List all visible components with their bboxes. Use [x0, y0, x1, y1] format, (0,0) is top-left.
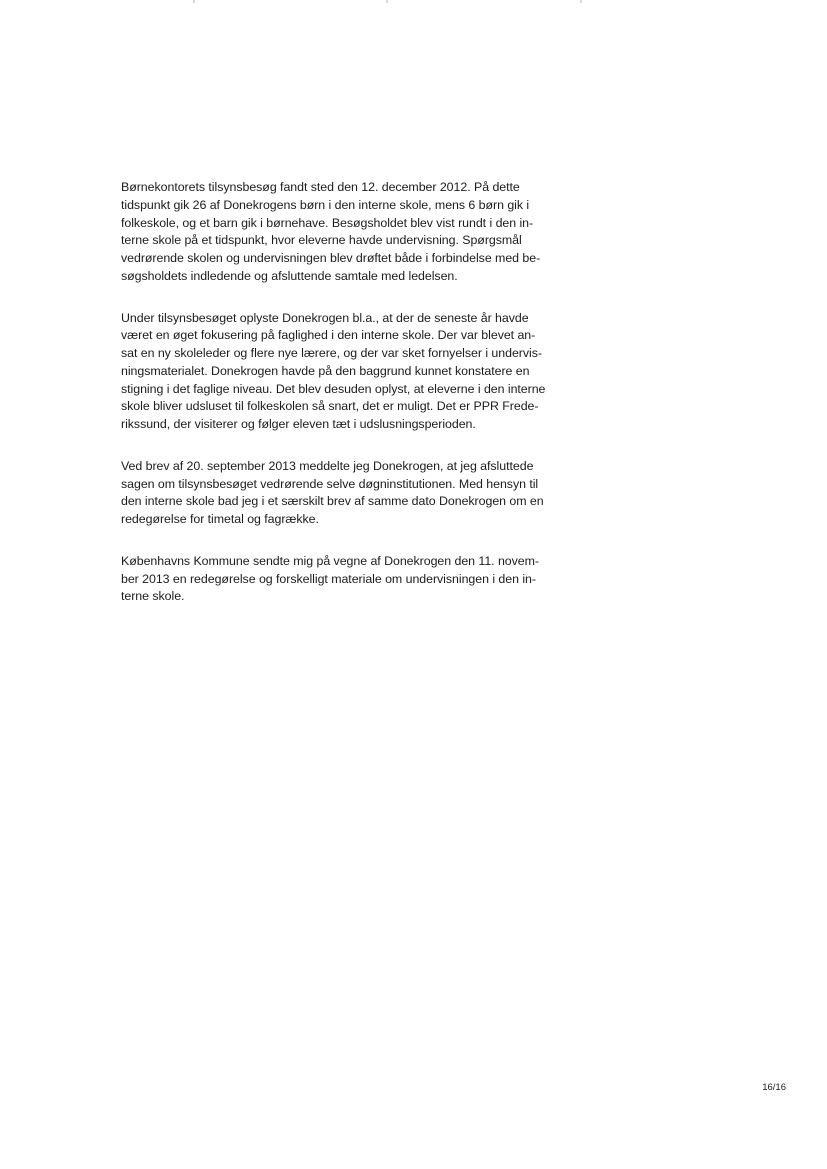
- text-line: sagen om tilsynsbesøget vedrørende selve døgninstitutionen. Med hensyn til: [121, 476, 539, 491]
- scan-mark: [386, 0, 388, 3]
- paragraph-municipality-response: [121, 553, 591, 606]
- text-line: terne skole på et tidspunkt, hvor eleverne havde undervisning. Spørgsmål: [121, 233, 522, 248]
- text-line: stigning i det faglige niveau. Det blev desuden oplyst, at eleverne i den interne: [121, 381, 546, 396]
- text-line: folkeskole, og et barn gik i børnehave. Besøgsholdet blev vist rundt i den in-: [121, 215, 534, 230]
- text-line: sat en ny skoleleder og flere nye lærere, og der var sket fornyelser i undervis-: [121, 346, 542, 360]
- text-line: rikssund, der visiterer og følger eleven tæt i udslusningsperioden.: [121, 417, 476, 431]
- paragraph-letter-request: [121, 458, 591, 529]
- text-line: tidspunkt gik 26 af Donekrogens børn i den interne skole, mens 6 børn gik i: [121, 197, 530, 212]
- body-text: [121, 179, 591, 630]
- text-line: skole bliver udsluset til folkeskolen så snart, det er muligt. Det er PPR Frede-: [121, 399, 539, 414]
- text-line: ningsmaterialet. Donekrogen havde på den baggrund kunnet konstatere en: [121, 363, 530, 378]
- text-line: ber 2013 en redegørelse og forskelligt materiale om undervisningen i den in-: [121, 571, 536, 586]
- text-line: Ved brev af 20. september 2013 meddelte jeg Donekrogen, at jeg afsluttede: [121, 458, 534, 473]
- scan-mark: [193, 0, 195, 3]
- scan-mark: [580, 0, 582, 3]
- paragraph-inspection-visit: [121, 179, 591, 286]
- text-line: Børnekontorets tilsynsbesøg fandt sted den 12. december 2012. På dette: [121, 180, 520, 194]
- text-line: Under tilsynsbesøget oplyste Donekrogen bl.a., at der de seneste år havde: [121, 310, 529, 325]
- text-line: den interne skole bad jeg i et særskilt brev af samme dato Donekrogen om en: [121, 494, 544, 509]
- text-line: vedrørende skolen og undervisningen blev drøftet både i forbindelse med be-: [121, 251, 541, 265]
- text-line: terne skole.: [121, 589, 185, 604]
- paragraph-academic-focus: [121, 310, 591, 434]
- text-line: søgsholdets indledende og afsluttende samtale med ledelsen.: [121, 268, 458, 283]
- text-line: Københavns Kommune sendte mig på vegne af Donekrogen den 11. novem-: [121, 553, 539, 568]
- page-number: 16/16: [762, 1082, 786, 1093]
- text-line: redegørelse for timetal og fagrække.: [121, 512, 319, 526]
- text-line: været en øget fokusering på faglighed i den interne skole. Der var blevet an-: [121, 328, 536, 343]
